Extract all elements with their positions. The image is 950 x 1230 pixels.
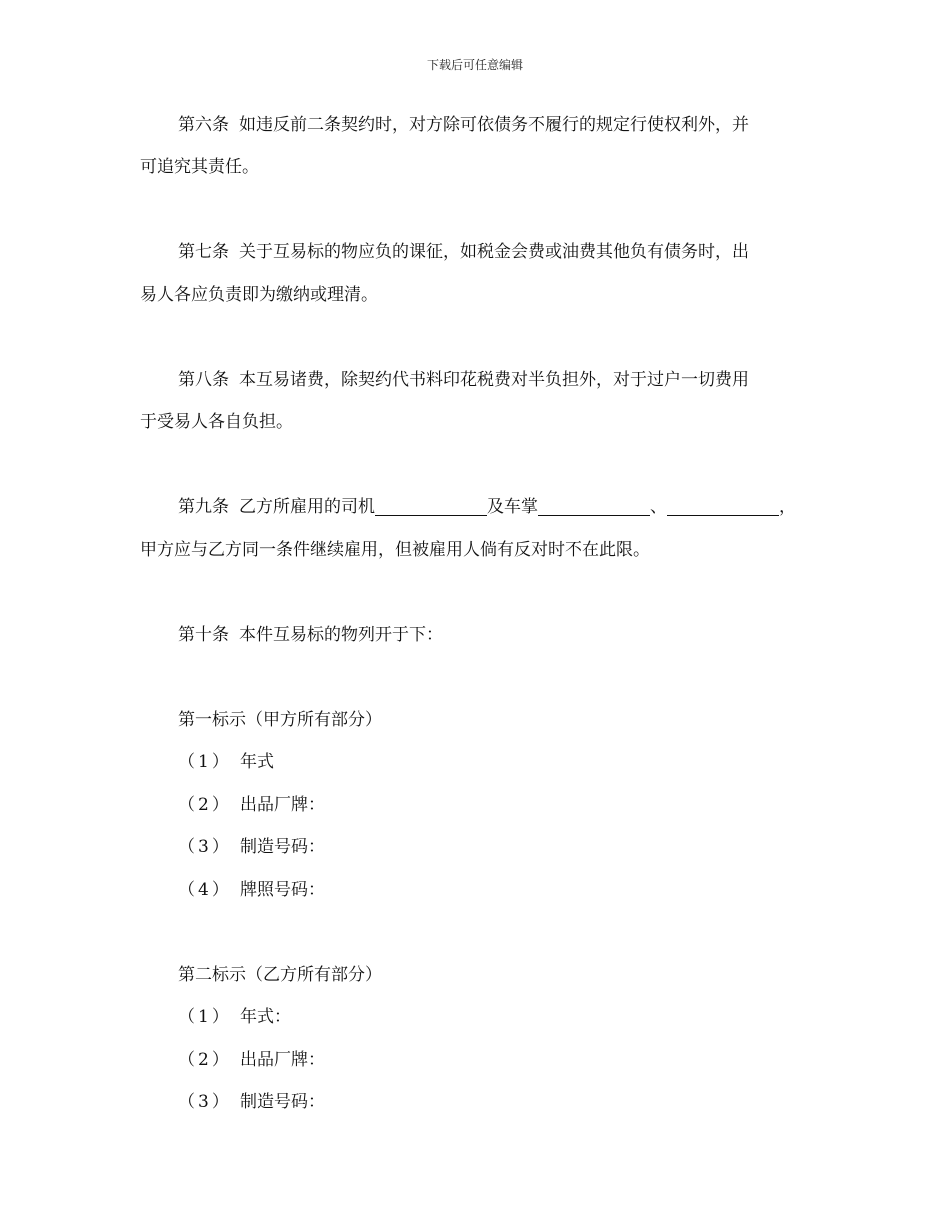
item-number: （3）: [178, 1092, 232, 1112]
item-text: 出品厂牌：: [240, 795, 325, 815]
article-10-line-1: [178, 624, 443, 646]
section-1-item: [178, 836, 325, 858]
article-7-text: 关于互易标的物应负的课征，如税金会费或油费其他负有债务时，出: [239, 242, 749, 262]
section-1-item: [178, 879, 325, 901]
article-10-number: 第十条: [178, 625, 229, 645]
section-1-title: 第一标示（甲方所有部分）: [178, 710, 382, 730]
article-9-text-a: 乙方所雇用的司机: [239, 497, 375, 517]
item-number: （4）: [178, 880, 232, 900]
article-7-number: 第七条: [178, 242, 229, 262]
article-9-number: 第九条: [178, 497, 229, 517]
article-8-line-2: 于受易人各自负担。: [140, 412, 293, 432]
item-text: 出品厂牌：: [240, 1050, 325, 1070]
section-1-item: [178, 794, 325, 816]
article-6-line-1: [178, 114, 749, 136]
section-2-title: 第二标示（乙方所有部分）: [178, 965, 382, 985]
article-8-line-1: [178, 369, 749, 391]
conductor-name-blank-2: [667, 497, 779, 516]
driver-name-blank: [375, 497, 487, 516]
section-2-item: [178, 1091, 325, 1113]
item-text: 制造号码：: [240, 837, 325, 857]
section-1-item: [178, 751, 274, 773]
article-9-text-d: ，: [779, 497, 796, 517]
article-9-line-1: [178, 496, 796, 518]
item-text: 年式：: [240, 1007, 291, 1027]
article-9-text-b: 及车掌: [487, 497, 538, 517]
section-2-item: [178, 1049, 325, 1071]
item-text: 牌照号码：: [240, 880, 325, 900]
page-header-note: 下载后可任意编辑: [426, 58, 523, 72]
item-number: （1）: [178, 1007, 232, 1027]
conductor-name-blank-1: [538, 497, 650, 516]
item-number: （2）: [178, 1050, 232, 1070]
article-6-line-2: 可追究其责任。: [140, 157, 259, 177]
item-number: （2）: [178, 795, 232, 815]
article-10-text: 本件互易标的物列开于下：: [239, 625, 443, 645]
article-8-text: 本互易诸费，除契约代书料印花税费对半负担外，对于过户一切费用: [239, 370, 749, 390]
article-9-text-c: 、: [650, 497, 667, 517]
article-6-number: 第六条: [178, 115, 229, 135]
section-2-item: [178, 1006, 291, 1028]
item-number: （1）: [178, 752, 232, 772]
item-number: （3）: [178, 837, 232, 857]
article-7-line-2: 易人各应负责即为缴纳或理清。: [140, 285, 378, 305]
item-text: 制造号码：: [240, 1092, 325, 1112]
article-7-line-1: [178, 241, 749, 263]
item-text: 年式: [240, 752, 274, 772]
article-6-text: 如违反前二条契约时，对方除可依债务不履行的规定行使权利外，并: [239, 115, 749, 135]
article-9-line-2: 甲方应与乙方同一条件继续雇用，但被雇用人倘有反对时不在此限。: [140, 540, 650, 560]
article-8-number: 第八条: [178, 370, 229, 390]
